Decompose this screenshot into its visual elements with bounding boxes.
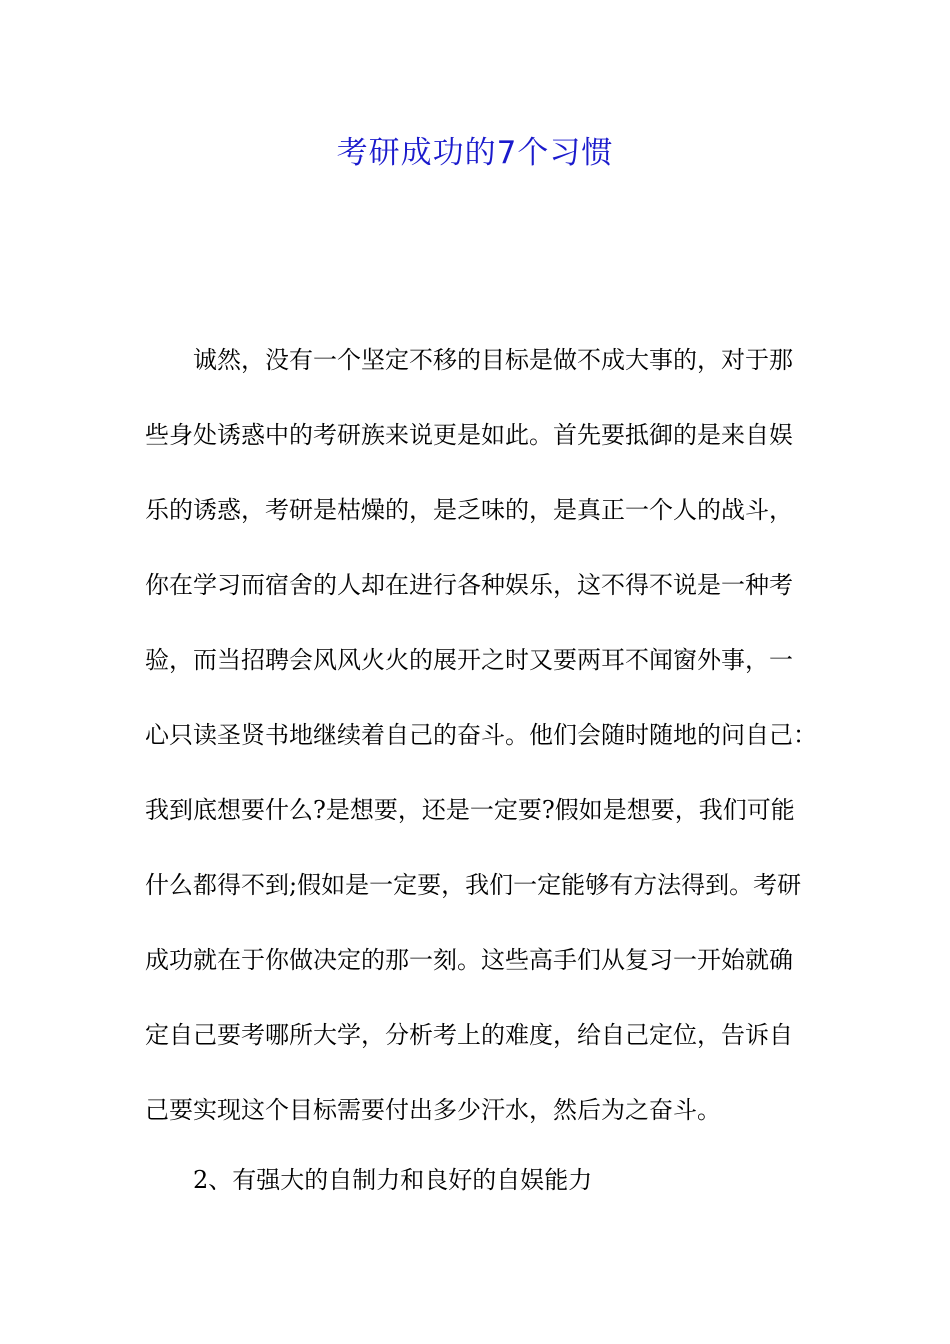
section-heading: 2、有强大的自制力和良好的自娱能力 <box>193 1166 593 1194</box>
paragraph-line: 乐的诱惑，考研是枯燥的，是乏味的，是真正一个人的战斗， <box>145 496 793 524</box>
paragraph-line: 诚然，没有一个坚定不移的目标是做不成大事的，对于那 <box>193 346 793 374</box>
paragraph-line: 己要实现这个目标需要付出多少汗水，然后为之奋斗。 <box>145 1096 721 1124</box>
paragraph-line: 些身处诱惑中的考研族来说更是如此。首先要抵御的是来自娱 <box>145 421 793 449</box>
paragraph-line: 心只读圣贤书地继续着自己的奋斗。他们会随时随地的问自己： <box>145 721 817 749</box>
paragraph-line: 验，而当招聘会风风火火的展开之时又要两耳不闻窗外事，一 <box>145 646 793 674</box>
paragraph-line: 成功就在于你做决定的那一刻。这些高手们从复习一开始就确 <box>145 946 793 974</box>
paragraph-line: 定自己要考哪所大学，分析考上的难度，给自己定位，告诉自 <box>145 1021 793 1049</box>
document-title: 考研成功的7个习惯 <box>336 135 614 171</box>
paragraph-line: 你在学习而宿舍的人却在进行各种娱乐，这不得不说是一种考 <box>145 571 793 599</box>
paragraph-line: 我到底想要什么?是想要，还是一定要?假如是想要，我们可能 <box>145 796 795 824</box>
paragraph-line: 什么都得不到;假如是一定要，我们一定能够有方法得到。考研 <box>145 871 802 899</box>
